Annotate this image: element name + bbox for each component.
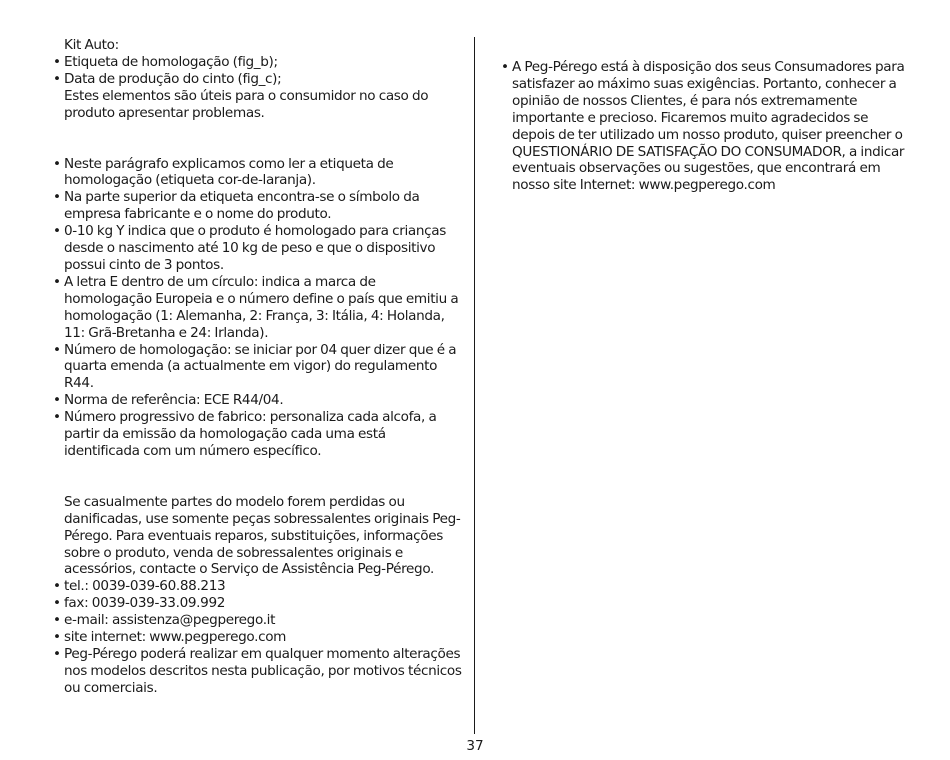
intro-note: Estes elementos são úteis para o consumidor no caso do produto apresentar problemas.	[64, 87, 429, 121]
contact-email: • e-mail: assistenza@pegperego.it	[52, 612, 462, 629]
list-item: • Data de produção do cinto (fig_c);	[52, 71, 462, 88]
spacer	[52, 122, 462, 156]
list-item: • Etiqueta de homologação (fig_b);	[52, 54, 462, 71]
list-item: • Norma de referência: ECE R44/04.	[52, 392, 462, 409]
list-item: • Na parte superior da etiqueta encontra-se o símbolo da empresa fabricante e o nome do produto.	[52, 189, 462, 223]
list-item: • Número de homologação: se iniciar por 04 quer dizer que é a quarta emenda (a actualmente em vigor) do regulamento R44.	[52, 342, 462, 393]
list-item: • A Peg-Pérego está à disposição dos seus Consumadores para satisfazer ao máximo suas exigências. Portanto, conhecer a opinião de nossos Clientes, é para nós extremamente importante e precioso. Ficaremos muito agradecidos se depois de ter utilizado um nosso produto, quiser preencher o QUESTIONÁRIO DE SATISFAÇÃO DO CONSUMADOR, a indicar eventuais observações ou sugestões, que encontrará em nosso site Internet: www.pegperego.com	[500, 59, 910, 194]
list-item: • Número progressivo de fabrico: personaliza cada alcofa, a partir da emissão da homologação cada uma está identificada com um número específico.	[52, 409, 462, 460]
list-item: • 0-10 kg Y indica que o produto é homologado para crianças desde o nascimento até 10 kg de peso e que o dispositivo possui cinto de 3 pontos.	[52, 223, 462, 274]
list-item: • Neste parágrafo explicamos como ler a etiqueta de homologação (etiqueta cor-de-laranja).	[52, 156, 462, 190]
left-column	[52, 37, 462, 697]
column-divider	[474, 37, 475, 734]
service-paragraph: Se casualmente partes do modelo forem perdidas ou danificadas, use somente peças sobressalentes originais Peg-Pérego. Para eventuais reparos, substituições, informações sobre o produto, venda de sobressalentes originais e acessórios, contacte o Serviço de Assistência Peg-Pérego.	[64, 493, 461, 578]
kit-auto-heading: Kit Auto:	[64, 37, 119, 53]
page-number: 37	[466, 738, 484, 754]
contact-website: • site internet: www.pegperego.com	[52, 629, 462, 646]
contact-fax: • fax: 0039-039-33.09.992	[52, 595, 462, 612]
right-column	[500, 59, 910, 194]
contact-phone: • tel.: 0039-039-60.88.213	[52, 578, 462, 595]
list-item: • A letra E dentro de um círculo: indica a marca de homologação Europeia e o número define o país que emitiu a homologação (1: Alemanha, 2: França, 3: Itália, 4: Holanda, 11: Grã-Bretanha e 24: Irlanda).	[52, 274, 462, 342]
list-item: • Peg-Pérego poderá realizar em qualquer momento alterações nos modelos descritos nesta publicação, por motivos técnicos ou comerciais.	[52, 646, 462, 697]
spacer	[52, 460, 462, 494]
